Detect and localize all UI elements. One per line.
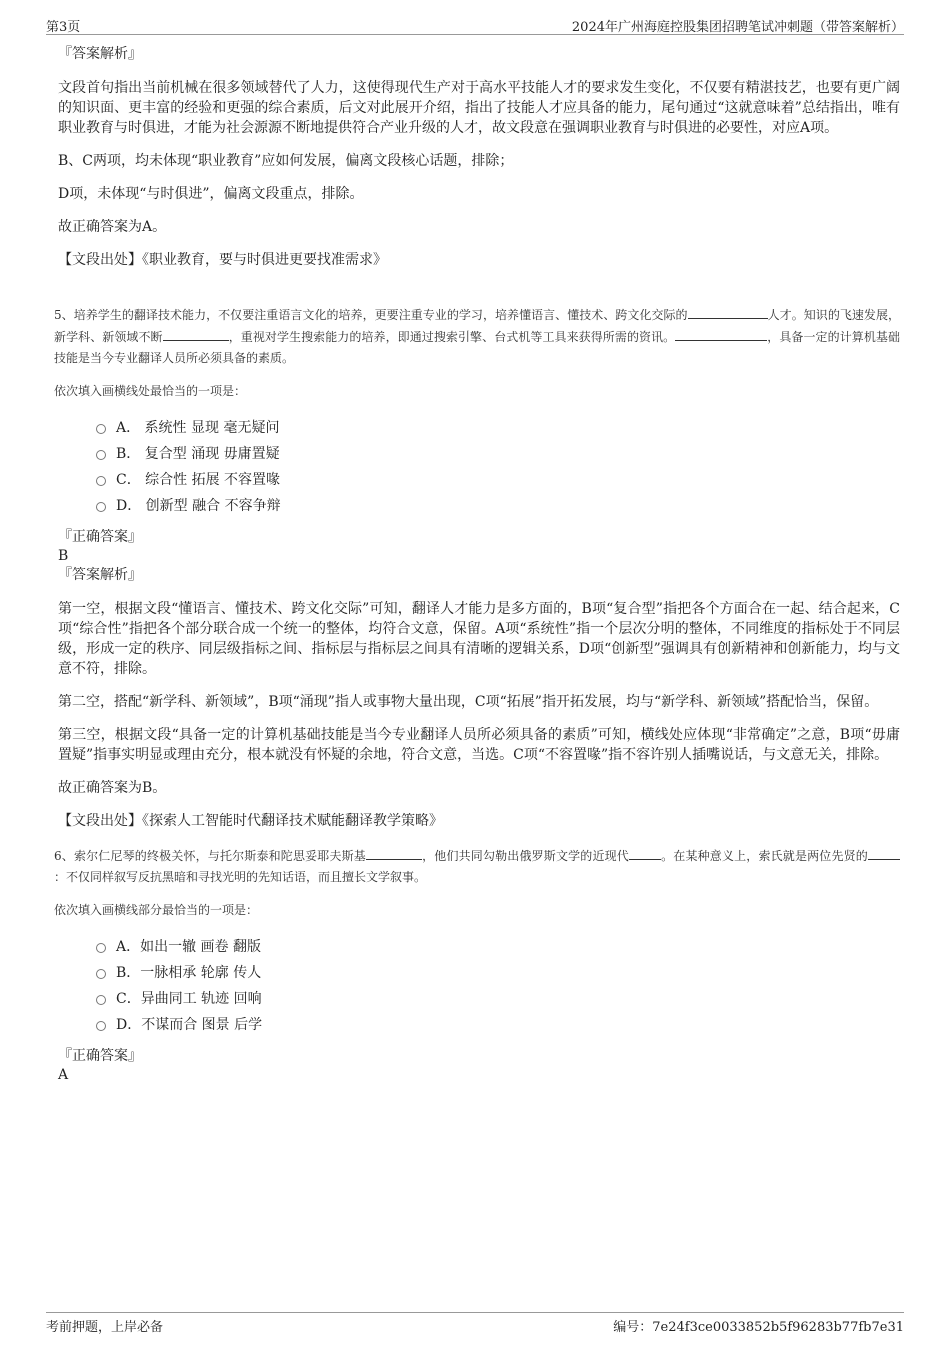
passage-source: 【文段出处】《探索人工智能时代翻译技术赋能翻译教学策略》 (58, 813, 443, 829)
analysis-paragraph: 第一空，根据文段“懂语言、懂技术、跨文化交际”可知，翻译人才能力是多方面的，B项“复合型”指把各个方面合在一起、结合起来，C项“综合性”指把各个部分联合成一个统一的整体，均符合文意，保留。A项“系统性”指一个层次分明的整体，不同维度的指标处于不同层级，形成一定的秩序、同层级指标之间、指标层与指标层之间具有清晰的逻辑关系，D项“创新型”强调具有创新精神和创新能力，均与文意不符，排除。 (58, 601, 900, 677)
correct-answer: A (58, 1067, 69, 1083)
question-5-text: 5、培养学生的翻译技术能力，不仅要注重语言文化的培养，更要注重专业的学习，培养懂语言、懂技术、跨文化交际的 人才。知识的飞速发展，新学科、新领域不断 ，重视对学生搜索能力的培养，即通过搜索引擎、台式机等工具来获得所需的资讯。 ，具备一定的计算机基础技能是当今专业翻译人员所必须具备的素质。 (54, 304, 900, 369)
radio-icon[interactable] (96, 502, 106, 512)
answer-blank (629, 845, 661, 860)
question-prompt: 依次填入画横线处最恰当的一项是： (54, 384, 247, 398)
answer-blank (688, 304, 768, 319)
analysis-label: 『答案解析』 (58, 46, 142, 62)
correct-answer: B (58, 548, 69, 564)
analysis-paragraph: 文段首句指出当前机械在很多领域替代了人力，这使得现代生产对于高水平技能人才的要求发生变化，不仅要有精湛技艺，也要有更广阔的知识面、更丰富的经验和更强的综合素质，后文对此展开介绍，指出了技能人才应具备的能力，尾句通过“这就意味着”总结指出，唯有职业教育与时俱进，才能为社会源源不断地提供符合产业升级的人才，故文段意在强调职业教育与时俱进的必要性，对应A项。 (58, 80, 900, 136)
option-a[interactable]: A．如出一辙 画卷 翻版 (96, 934, 900, 960)
option-a[interactable]: A． 系统性 显现 毫无疑问 (96, 415, 900, 441)
analysis-paragraph: 第三空，根据文段“具备一定的计算机基础技能是当今专业翻译人员所必须具备的素质”可知，横线处应体现“非常确定”之意，B项“毋庸置疑”指事实明显或理由充分，根本就没有怀疑的余地，符合文意，当选。C项“不容置喙”指不容许别人插嘴说话，与文意无关，排除。 (58, 727, 900, 763)
document-id: 编号：7e24f3ce0033852b5f96283b77fb7e31 (613, 1320, 904, 1335)
page-number: 第3页 (46, 20, 81, 35)
radio-icon[interactable] (96, 1021, 106, 1031)
radio-icon[interactable] (96, 969, 106, 979)
analysis-paragraph: 故正确答案为B。 (58, 780, 167, 796)
question-5-options (96, 415, 900, 519)
radio-icon[interactable] (96, 450, 106, 460)
document-title: 2024年广州海庭控股集团招聘笔试冲刺题（带答案解析） (571, 20, 904, 35)
answer-blank (675, 326, 767, 341)
page-header (46, 14, 904, 35)
analysis-label: 『答案解析』 (58, 567, 142, 583)
radio-icon[interactable] (96, 943, 106, 953)
analysis-paragraph: 故正确答案为A。 (58, 219, 167, 235)
radio-icon[interactable] (96, 476, 106, 486)
answer-blank (163, 326, 229, 341)
option-d[interactable]: D． 创新型 融合 不容争辩 (96, 493, 900, 519)
passage-source: 【文段出处】《职业教育，要与时俱进更要找准需求》 (58, 252, 387, 268)
analysis-paragraph: 第二空，搭配“新学科、新领域”，B项“涌现”指人或事物大量出现，C项“拓展”指开拓发展，均与“新学科、新领域”搭配恰当，保留。 (58, 694, 879, 710)
option-b[interactable]: B．一脉相承 轮廓 传人 (96, 960, 900, 986)
option-c[interactable]: C．异曲同工 轨迹 回响 (96, 986, 900, 1012)
radio-icon[interactable] (96, 995, 106, 1005)
option-b[interactable]: B． 复合型 涌现 毋庸置疑 (96, 441, 900, 467)
answer-blank (366, 845, 422, 860)
answer-blank (868, 845, 900, 860)
page-content (54, 44, 900, 1084)
correct-answer-label: 『正确答案』 (58, 1048, 142, 1064)
analysis-paragraph: B、C两项，均未体现“职业教育”应如何发展，偏离文段核心话题，排除； (58, 153, 514, 169)
question-6-text: 6、索尔仁尼琴的终极关怀，与托尔斯泰和陀思妥耶夫斯基 ，他们共同勾勒出俄罗斯文学的近现代 。在某种意义上，索氏就是两位先贤的：不仅同样叙写反抗黑暗和寻找光明的先知话语，而且擅长文学叙事。 (54, 845, 900, 888)
option-c[interactable]: C． 综合性 拓展 不容置喙 (96, 467, 900, 493)
footer-slogan: 考前押题，上岸必备 (46, 1320, 164, 1335)
analysis-paragraph: D项，未体现“与时俱进”，偏离文段重点，排除。 (58, 186, 364, 202)
option-d[interactable]: D．不谋而合 图景 后学 (96, 1012, 900, 1038)
page-footer (46, 1312, 904, 1335)
question-prompt: 依次填入画横线部分最恰当的一项是： (54, 903, 259, 917)
correct-answer-label: 『正确答案』 (58, 529, 142, 545)
radio-icon[interactable] (96, 424, 106, 434)
question-6-options (96, 934, 900, 1038)
